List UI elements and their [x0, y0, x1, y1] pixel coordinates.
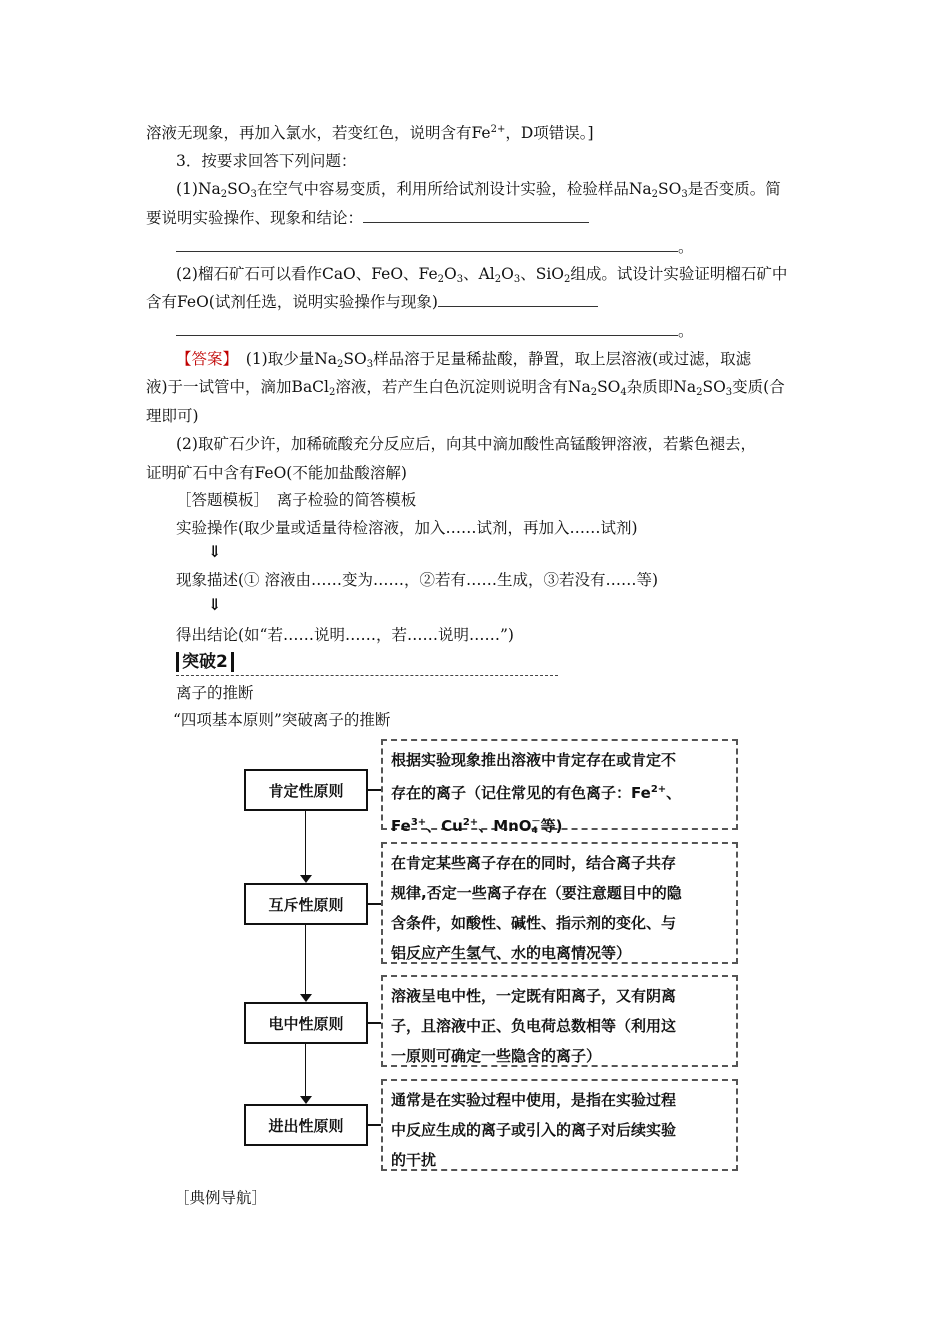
description-line: 通常是在实验过程中使用，是指在实验过程 — [391, 1091, 677, 1109]
box-connector — [368, 1124, 381, 1126]
text-span: 液)于一试管中，滴加BaCl — [146, 378, 329, 396]
flow-connector — [305, 1044, 306, 1096]
answer-line: 证明矿石中含有FeO(不能加盐酸溶解) — [146, 464, 407, 482]
text-span: 溶液，若产生白色沉淀则说明含有Na — [335, 378, 591, 396]
text-span: 等) — [540, 817, 563, 835]
description-box-affirmative — [381, 739, 738, 836]
text-span: 是否变质。简 — [687, 180, 781, 198]
text-span: SO — [227, 180, 251, 198]
text-span: SO — [343, 350, 367, 368]
subscript: 2 — [696, 387, 703, 398]
text-span: 、MnO — [478, 817, 532, 835]
down-arrow-icon: ⇓ — [208, 542, 222, 561]
description-line: 规律,否定一些离子存在（要注意题目中的隐 — [391, 884, 682, 902]
text-span: (2)榴石矿石可以看作CaO、FeO、Fe — [176, 265, 438, 283]
text-span: O — [501, 265, 514, 283]
principle-box-affirmative: 肯定性原则 — [244, 769, 368, 811]
text-line — [176, 236, 694, 258]
text-span: 要说明实验操作、现象和结论： — [146, 209, 364, 227]
description-box-in-out — [381, 1079, 738, 1171]
subscript: 3 — [725, 387, 733, 398]
template-title: ［答题模板］ 离子检验的简答模板 — [176, 491, 417, 509]
answer-blank[interactable] — [363, 208, 589, 223]
subscript: 2 — [590, 387, 598, 398]
text-span: Fe — [391, 817, 411, 835]
answer-tag: 【答案】 — [176, 350, 231, 368]
description-line: 在肯定某些离子存在的同时，结合离子共存 — [391, 854, 677, 872]
text-span: 组成。试设计实验证明榴石矿中 — [570, 265, 788, 283]
answer-line: 理即可) — [146, 407, 199, 425]
text-span: 杂质即Na — [626, 378, 697, 396]
section-subtitle: “四项基本原则”突破离子的推断 — [173, 711, 391, 729]
box-connector — [368, 789, 381, 791]
flow-connector — [305, 811, 306, 875]
template-step-2: 现象描述(① 溶液由……变为……，②若有……生成，③若没有……等) — [176, 571, 659, 589]
answer-line — [176, 348, 751, 376]
section-badge: 突破2 — [176, 652, 234, 672]
subscript: 2 — [564, 274, 571, 285]
down-arrow-icon: ⇓ — [208, 595, 222, 614]
text-span: 、Al — [463, 265, 495, 283]
answer-line — [146, 376, 785, 404]
text-span: 、 — [666, 784, 682, 802]
description-line: 含条件，如酸性、碱性、指示剂的变化、与 — [391, 914, 677, 932]
text-line — [176, 320, 694, 342]
box-connector — [368, 1022, 381, 1024]
principle-box-in-out: 进出性原则 — [244, 1104, 368, 1146]
answer-blank[interactable] — [438, 292, 598, 307]
superscript: － — [531, 816, 541, 827]
subscript: 3 — [250, 189, 257, 200]
text-span: SO — [597, 378, 621, 396]
subscript: 2 — [337, 359, 344, 370]
template-step-3: 得出结论(如“若……说明……，若……说明……”) — [176, 626, 514, 644]
answer-blank[interactable] — [176, 321, 678, 336]
subscript: 3 — [366, 359, 374, 370]
description-line — [391, 775, 728, 808]
arrow-head-icon — [300, 1096, 312, 1104]
flow-connector — [305, 925, 306, 994]
text-span: 、SiO — [520, 265, 565, 283]
question-part-1 — [176, 178, 781, 206]
example-nav-heading: ［典例导航］ — [174, 1189, 268, 1207]
subscript: 3 — [681, 189, 688, 200]
text-line — [146, 207, 589, 229]
text-span: 。 — [678, 322, 694, 340]
description-line: 铝反应产生氢气、水的电离情况等） — [391, 944, 632, 962]
answer-blank[interactable] — [176, 237, 678, 252]
section-title: 离子的推断 — [176, 684, 254, 702]
description-line: 中反应生成的离子或引入的离子对后续实验 — [391, 1121, 677, 1139]
question-title: 3．按要求回答下列问题： — [176, 152, 357, 170]
subscript: 2 — [220, 189, 228, 200]
subscript: 4 — [531, 825, 538, 836]
principle-box-electroneutrality: 电中性原则 — [244, 1002, 368, 1044]
text-span: 在空气中容易变质，利用所给试剂设计实验，检验样品Na — [256, 180, 652, 198]
subscript: 2 — [329, 387, 336, 398]
description-line: 溶液呈电中性，一定既有阳离子，又有阴离 — [391, 987, 677, 1005]
subscript: 3 — [456, 274, 464, 285]
description-box-electroneutrality — [381, 975, 738, 1067]
superscript: 2+ — [490, 124, 506, 135]
text-span: 溶液无现象，再加入氯水，若变红色，说明含有Fe — [146, 124, 491, 142]
superscript: 3+ — [410, 817, 427, 828]
text-line — [146, 119, 594, 144]
subscript: 2 — [651, 189, 659, 200]
ion-charge-stack — [532, 818, 541, 836]
description-line: 子，且溶液中正、负电荷总数相等（利用这 — [391, 1017, 677, 1035]
text-span: (1)取少量Na — [230, 350, 338, 368]
arrow-head-icon — [300, 875, 312, 883]
text-span: 样品溶于足量稀盐酸，静置，取上层溶液(或过滤，取滤 — [373, 350, 752, 368]
text-span: ，D项错误。] — [505, 124, 594, 142]
text-span: SO — [658, 180, 682, 198]
text-span: 存在的离子（记住常见的有色离子：Fe — [391, 784, 651, 802]
text-span: SO — [702, 378, 726, 396]
superscript: 2+ — [462, 817, 479, 828]
description-line: 根据实验现象推出溶液中肯定存在或肯定不 — [391, 751, 677, 769]
text-span: (1)Na — [176, 180, 221, 198]
subscript: 2 — [437, 274, 445, 285]
description-line: 的干扰 — [391, 1151, 437, 1169]
text-span: O — [444, 265, 457, 283]
principle-box-mutual-exclusion: 互斥性原则 — [244, 883, 368, 925]
answer-line: (2)取矿石少许，加稀硫酸充分反应后，向其中滴加酸性高锰酸钾溶液，若紫色褪去， — [176, 435, 756, 453]
description-line: 一原则可确定一些隐含的离子） — [391, 1047, 602, 1065]
box-connector — [368, 903, 381, 905]
subscript: 2 — [494, 274, 502, 285]
text-span: 、Cu — [426, 817, 463, 835]
text-span: 。 — [678, 238, 694, 256]
subscript: 4 — [620, 387, 627, 398]
template-step-1: 实验操作(取少量或适量待检溶液，加入……试剂，再加入……试剂) — [176, 519, 638, 537]
subscript: 3 — [513, 274, 521, 285]
description-line — [391, 808, 728, 841]
description-box-mutual-exclusion — [381, 842, 738, 964]
text-line — [146, 291, 598, 313]
question-part-2 — [176, 263, 787, 291]
section-divider — [176, 675, 558, 676]
superscript: 2+ — [650, 784, 667, 795]
text-span: 变质(合 — [732, 378, 785, 396]
text-span: 含有FeO(试剂任选，说明实验操作与现象) — [146, 293, 438, 311]
arrow-head-icon — [300, 994, 312, 1002]
